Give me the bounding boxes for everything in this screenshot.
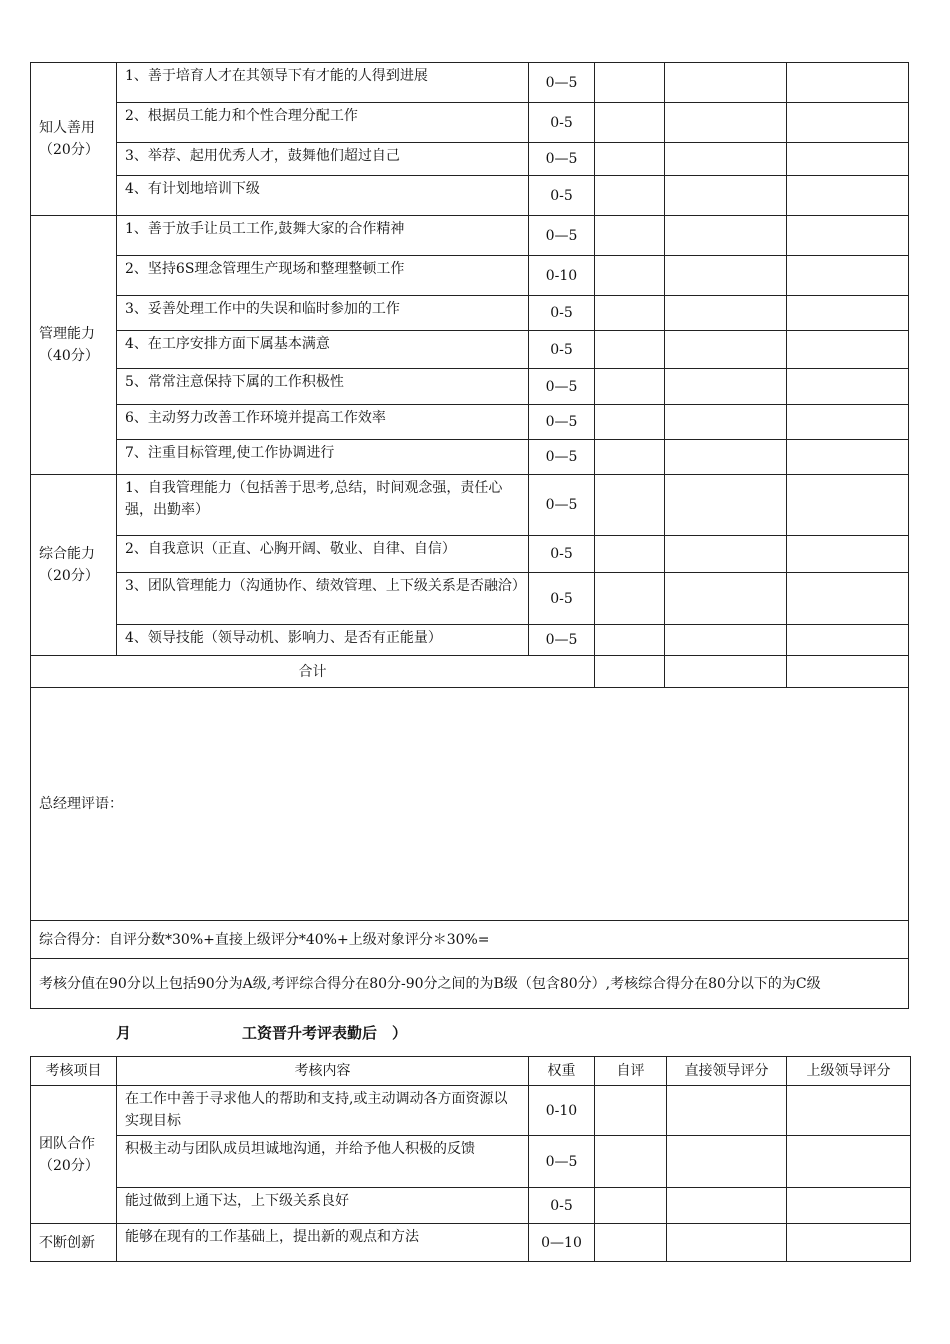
weight-cell: 0-5: [529, 331, 595, 369]
self-score-cell[interactable]: [595, 1136, 667, 1188]
direct-leader-score-cell[interactable]: [665, 296, 787, 331]
item-cell: 在工作中善于寻求他人的帮助和支持,或主动调动各方面资源以实现目标: [117, 1086, 529, 1136]
item-cell: 积极主动与团队成员坦诚地沟通，并给予他人积极的反馈: [117, 1136, 529, 1188]
gm-comment-label[interactable]: 总经理评语：: [31, 688, 909, 921]
gm-comment-row: [31, 688, 909, 921]
category-cell: 管理能力（40分）: [31, 216, 117, 475]
item-cell: 5、常常注意保持下属的工作积极性: [117, 369, 529, 405]
item-cell: 能过做到上通下达，上下级关系良好: [117, 1188, 529, 1224]
table-row: [31, 369, 909, 405]
table-row: [31, 296, 909, 331]
weight-cell: 0-5: [529, 103, 595, 143]
table-row: [31, 405, 909, 440]
weight-cell: 0-5: [529, 1188, 595, 1224]
superior-leader-score-cell[interactable]: [787, 1224, 911, 1262]
table-row: [31, 103, 909, 143]
header-weight: 权重: [529, 1057, 595, 1086]
direct-leader-score-cell[interactable]: [665, 63, 787, 103]
superior-leader-score-cell[interactable]: [787, 256, 909, 296]
weight-cell: 0—5: [529, 1136, 595, 1188]
weight-cell: 0—5: [529, 143, 595, 176]
item-cell: 3、妥善处理工作中的失误和临时参加的工作: [117, 296, 529, 331]
item-cell: 1、善于培育人才在其领导下有才能的人得到进展: [117, 63, 529, 103]
direct-leader-score-cell[interactable]: [665, 143, 787, 176]
evaluation-table-1: [30, 62, 909, 1009]
superior-leader-score-cell[interactable]: [787, 296, 909, 331]
self-total-cell[interactable]: [595, 656, 665, 688]
table-row: [31, 63, 909, 103]
self-score-cell[interactable]: [595, 296, 665, 331]
header-content: 考核内容: [117, 1057, 529, 1086]
form-title: 工资晋升考评表勤后 ）: [242, 1024, 408, 1042]
self-score-cell[interactable]: [595, 176, 665, 216]
table-row: [31, 625, 909, 656]
item-cell: 1、善于放手让员工工作,鼓舞大家的合作精神: [117, 216, 529, 256]
form-month-label: 月: [116, 1024, 132, 1042]
self-score-cell[interactable]: [595, 1224, 667, 1262]
weight-cell: 0—5: [529, 475, 595, 536]
item-cell: 2、根据员工能力和个性合理分配工作: [117, 103, 529, 143]
superior-leader-score-cell[interactable]: [787, 440, 909, 475]
item-cell: 1、自我管理能力（包括善于思考,总结，时间观念强，责任心强，出勤率）: [117, 475, 529, 536]
self-score-cell[interactable]: [595, 1086, 667, 1136]
item-cell: 2、自我意识（正直、心胸开阔、敬业、自律、自信）: [117, 536, 529, 573]
header-row: [31, 1057, 911, 1086]
superior-leader-score-cell[interactable]: [787, 625, 909, 656]
superior-leader-total-cell[interactable]: [787, 656, 909, 688]
superior-leader-score-cell[interactable]: [787, 176, 909, 216]
formula-row: [31, 921, 909, 959]
self-score-cell[interactable]: [595, 405, 665, 440]
item-cell: 4、领导技能（领导动机、影响力、是否有正能量）: [117, 625, 529, 656]
score-formula: 综合得分：自评分数*30%+直接上级评分*40%+上级对象评分＊30%=: [31, 921, 909, 959]
superior-leader-score-cell[interactable]: [787, 63, 909, 103]
weight-cell: 0—10: [529, 1224, 595, 1262]
weight-cell: 0—5: [529, 440, 595, 475]
superior-leader-score-cell[interactable]: [787, 573, 909, 625]
table-row: [31, 216, 909, 256]
direct-leader-score-cell[interactable]: [667, 1086, 787, 1136]
direct-leader-score-cell[interactable]: [665, 405, 787, 440]
evaluation-table-2: [30, 1056, 911, 1262]
self-score-cell[interactable]: [595, 331, 665, 369]
superior-leader-score-cell[interactable]: [787, 1086, 911, 1136]
table-row: [31, 536, 909, 573]
direct-leader-score-cell[interactable]: [665, 536, 787, 573]
direct-leader-score-cell[interactable]: [665, 625, 787, 656]
category-cell: 团队合作（20分）: [31, 1086, 117, 1224]
weight-cell: 0-5: [529, 176, 595, 216]
direct-leader-score-cell[interactable]: [665, 440, 787, 475]
table-row: [31, 331, 909, 369]
item-cell: 3、团队管理能力（沟通协作、绩效管理、上下级关系是否融洽）: [117, 573, 529, 625]
weight-cell: 0-10: [529, 256, 595, 296]
table-row: [31, 1136, 911, 1188]
self-score-cell[interactable]: [595, 1188, 667, 1224]
total-label: 合计: [31, 656, 595, 688]
total-row: [31, 656, 909, 688]
header-direct-leader: 直接领导评分: [667, 1057, 787, 1086]
self-score-cell[interactable]: [595, 475, 665, 536]
self-score-cell[interactable]: [595, 143, 665, 176]
weight-cell: 0—5: [529, 625, 595, 656]
superior-leader-score-cell[interactable]: [787, 1136, 911, 1188]
direct-leader-score-cell[interactable]: [665, 103, 787, 143]
direct-leader-score-cell[interactable]: [665, 573, 787, 625]
direct-leader-score-cell[interactable]: [665, 369, 787, 405]
table-row: [31, 1224, 911, 1262]
table-row: [31, 573, 909, 625]
direct-leader-score-cell[interactable]: [665, 216, 787, 256]
self-score-cell[interactable]: [595, 103, 665, 143]
item-cell: 3、举荐、起用优秀人才，鼓舞他们超过自己: [117, 143, 529, 176]
item-cell: 4、在工序安排方面下属基本满意: [117, 331, 529, 369]
self-score-cell[interactable]: [595, 536, 665, 573]
self-score-cell[interactable]: [595, 625, 665, 656]
category-cell: 综合能力（20分）: [31, 475, 117, 656]
direct-leader-score-cell[interactable]: [665, 331, 787, 369]
superior-leader-score-cell[interactable]: [787, 1188, 911, 1224]
direct-leader-score-cell[interactable]: [667, 1188, 787, 1224]
self-score-cell[interactable]: [595, 440, 665, 475]
table-row: [31, 1086, 911, 1136]
grade-note-row: [31, 959, 909, 1009]
weight-cell: 0-5: [529, 536, 595, 573]
self-score-cell[interactable]: [595, 369, 665, 405]
table-row: [31, 475, 909, 536]
header-project: 考核项目: [31, 1057, 117, 1086]
header-self: 自评: [595, 1057, 667, 1086]
item-cell: 能够在现有的工作基础上，提出新的观点和方法: [117, 1224, 529, 1262]
category-cell: 不断创新: [31, 1224, 117, 1262]
weight-cell: 0—5: [529, 369, 595, 405]
weight-cell: 0—5: [529, 63, 595, 103]
item-cell: 2、坚持6S理念管理生产现场和整理整顿工作: [117, 256, 529, 296]
weight-cell: 0-10: [529, 1086, 595, 1136]
self-score-cell[interactable]: [595, 256, 665, 296]
table-row: [31, 143, 909, 176]
weight-cell: 0-5: [529, 296, 595, 331]
header-superior-leader: 上级领导评分: [787, 1057, 911, 1086]
superior-leader-score-cell[interactable]: [787, 475, 909, 536]
category-cell: 知人善用（20分）: [31, 63, 117, 216]
direct-leader-score-cell[interactable]: [665, 475, 787, 536]
direct-leader-score-cell[interactable]: [665, 256, 787, 296]
item-cell: 7、注重目标管理,使工作协调进行: [117, 440, 529, 475]
self-score-cell[interactable]: [595, 573, 665, 625]
direct-leader-score-cell[interactable]: [665, 176, 787, 216]
item-cell: 6、主动努力改善工作环境并提高工作效率: [117, 405, 529, 440]
self-score-cell[interactable]: [595, 63, 665, 103]
superior-leader-score-cell[interactable]: [787, 331, 909, 369]
superior-leader-score-cell[interactable]: [787, 536, 909, 573]
weight-cell: 0—5: [529, 216, 595, 256]
direct-leader-total-cell[interactable]: [665, 656, 787, 688]
grade-note: 考核分值在90分以上包括90分为A级,考评综合得分在80分-90分之间的为B级（包含80分）,考核综合得分在80分以下的为C级: [31, 959, 909, 1009]
superior-leader-score-cell[interactable]: [787, 369, 909, 405]
superior-leader-score-cell[interactable]: [787, 143, 909, 176]
table-row: [31, 1188, 911, 1224]
item-cell: 4、有计划地培训下级: [117, 176, 529, 216]
superior-leader-score-cell[interactable]: [787, 405, 909, 440]
weight-cell: 0—5: [529, 405, 595, 440]
weight-cell: 0-5: [529, 573, 595, 625]
self-score-cell[interactable]: [595, 216, 665, 256]
direct-leader-score-cell[interactable]: [667, 1136, 787, 1188]
direct-leader-score-cell[interactable]: [667, 1224, 787, 1262]
table-row: [31, 256, 909, 296]
table-row: [31, 176, 909, 216]
superior-leader-score-cell[interactable]: [787, 216, 909, 256]
superior-leader-score-cell[interactable]: [787, 103, 909, 143]
table-row: [31, 440, 909, 475]
